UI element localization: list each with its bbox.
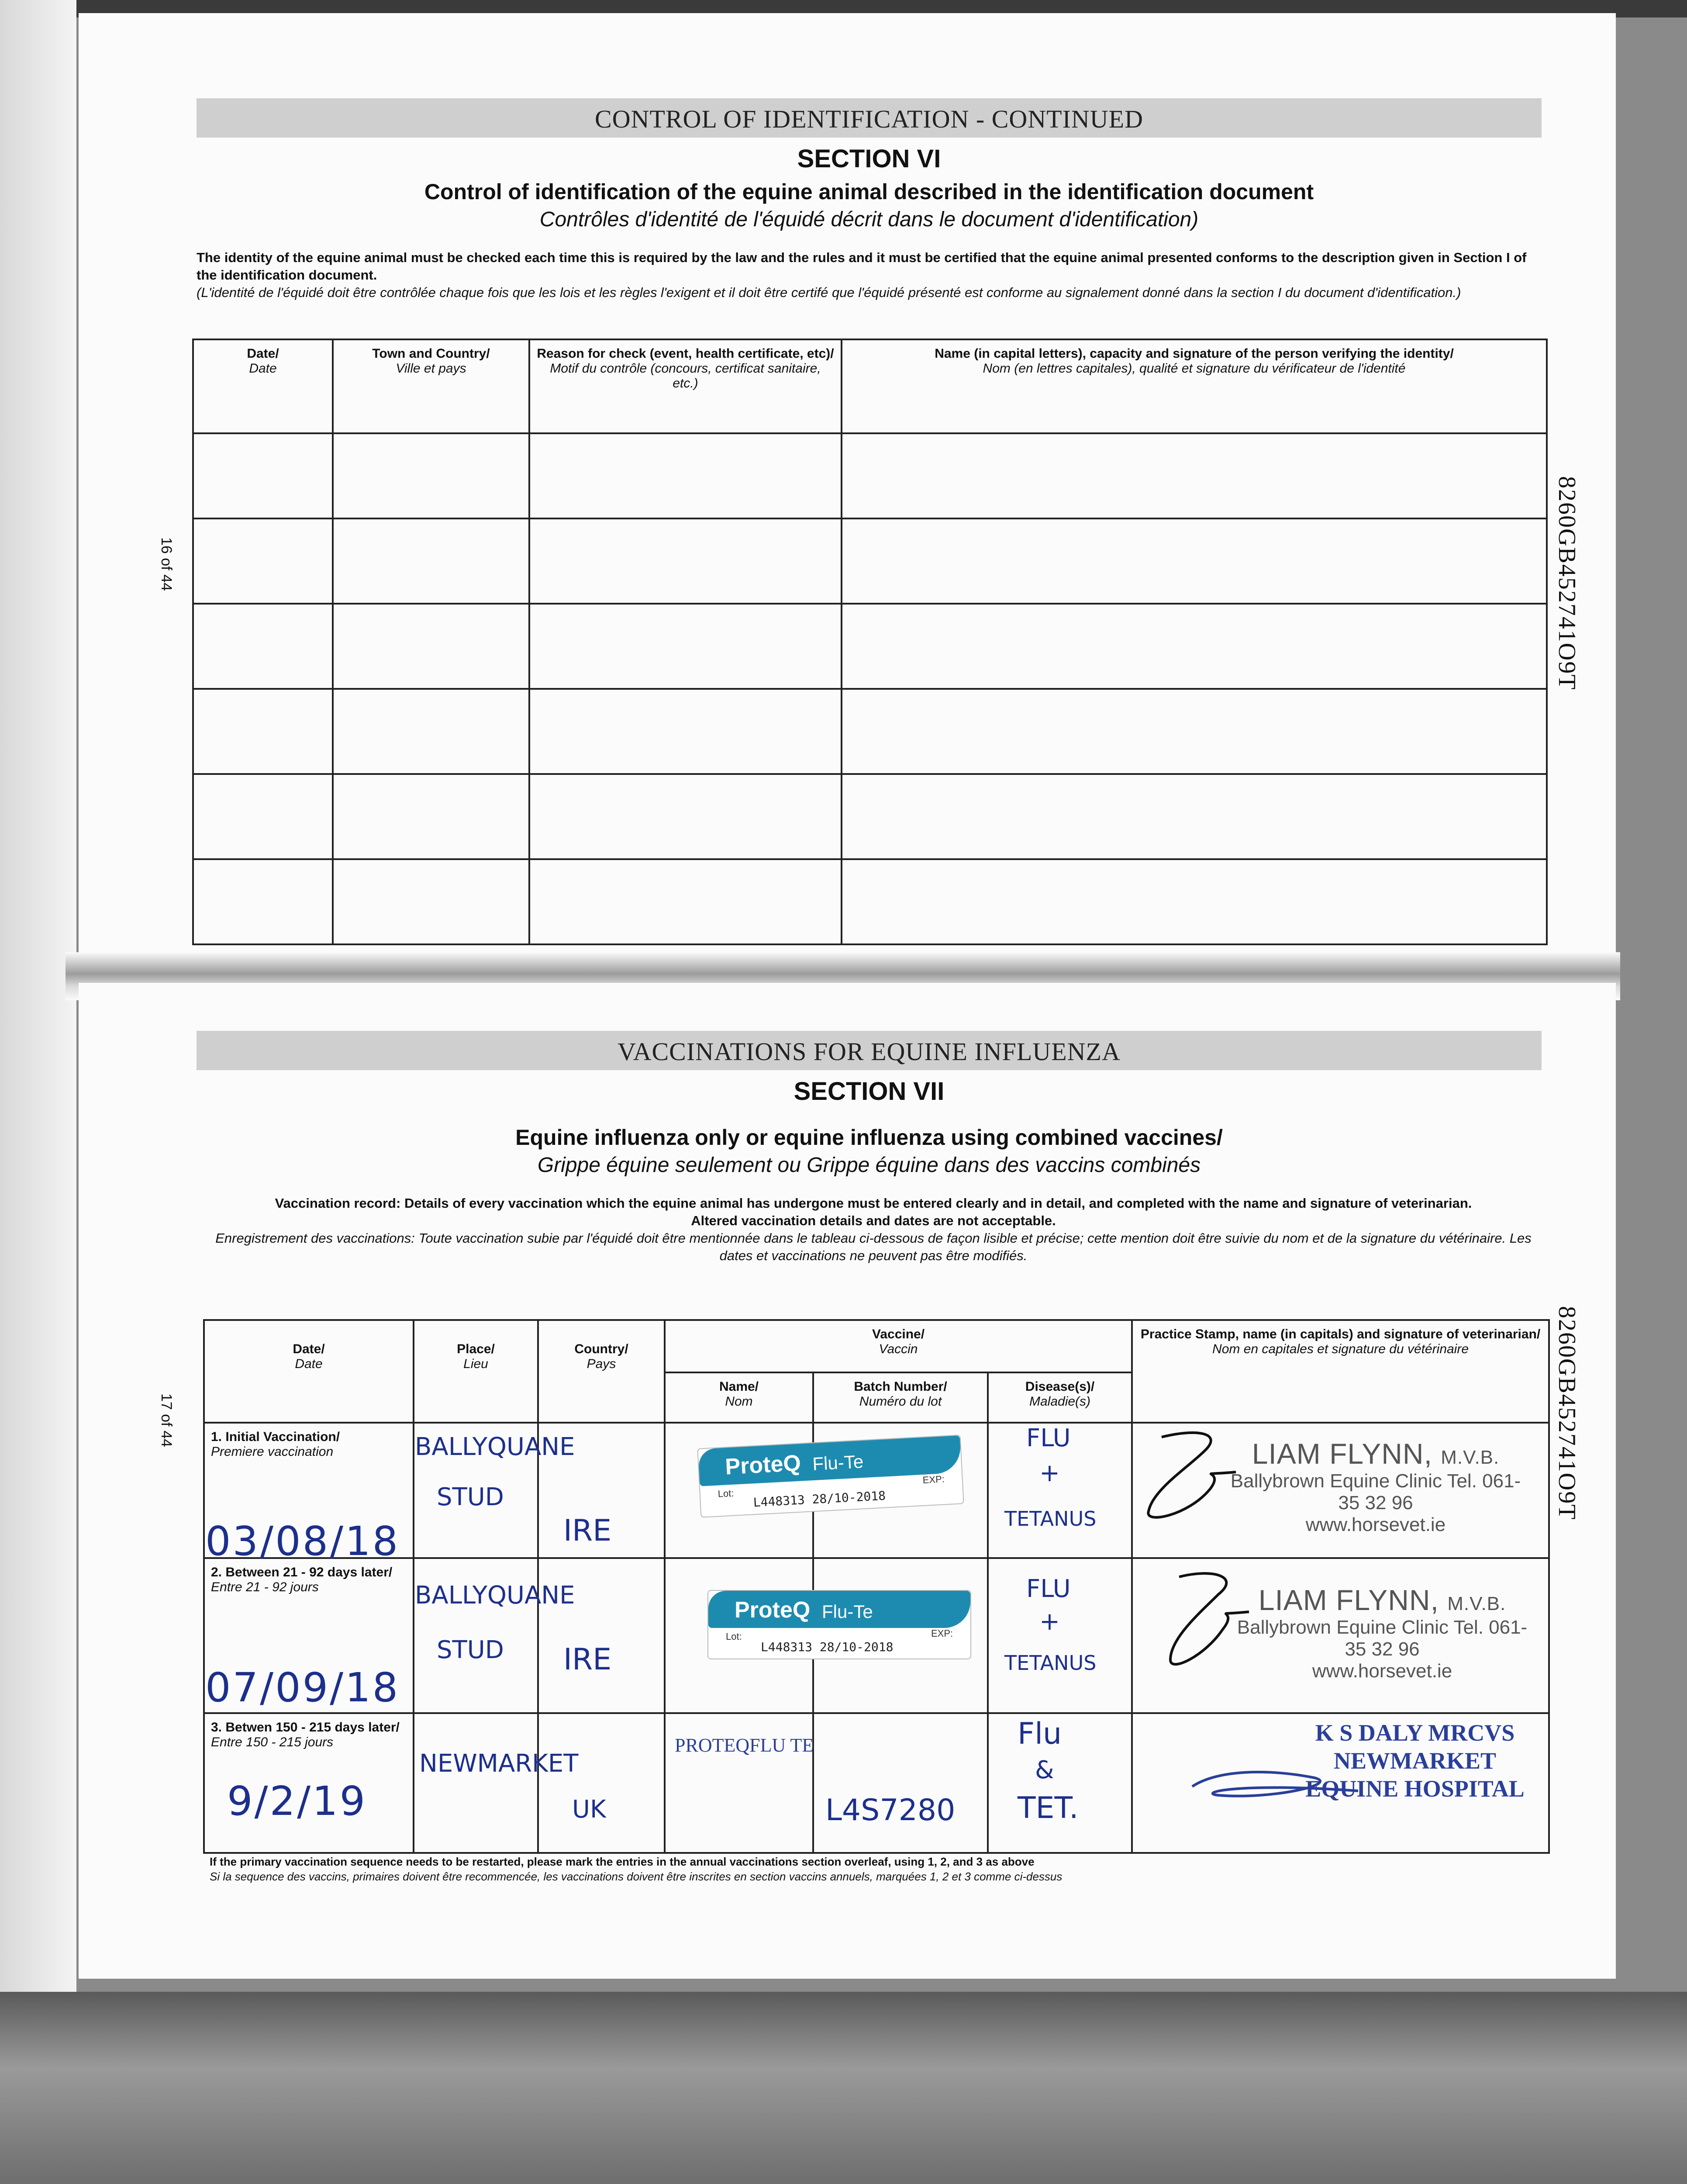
row-2-disease-1: FLU: [1026, 1575, 1071, 1603]
vaccination-record-note: [205, 1195, 1542, 1265]
table-row: [193, 689, 1547, 774]
row-1-vaccine-sticker: [697, 1434, 964, 1517]
scan-edge-left: [0, 0, 76, 2184]
row-3-country: UK: [572, 1795, 606, 1824]
footnote-fr: Si la sequence des vaccins, primaires doivent être recommencée, les vaccinations doivent être inscrites en section vaccins annuels, marquées 1, 2 et 3 comme ci-dessus: [210, 1870, 1063, 1883]
row-2-label: 2. Between 21 - 92 days later/ Entre 21 - 92 jours: [204, 1558, 414, 1713]
col-place-header: Place/ Lieu: [414, 1320, 538, 1423]
section-vii-banner: VACCINATIONS FOR EQUINE INFLUENZA: [197, 1031, 1542, 1070]
row-1-country: IRE: [563, 1514, 612, 1548]
row-1-disease-3: TETANUS: [1004, 1507, 1097, 1531]
sticker-product: Flu-Te: [812, 1451, 864, 1475]
page-section-vi: [79, 13, 1616, 965]
row-1-place-line2: STUD: [437, 1483, 504, 1511]
row-1-place-line1: BALLYQUANE: [415, 1433, 575, 1461]
col-reason-header: Reason for check (event, health certificate, etc)/ Motif du contrôle (concours, certificat sanitaire, etc.): [529, 339, 842, 433]
sticker-product: Flu-Te: [822, 1601, 873, 1622]
table-row: [193, 433, 1547, 518]
col-vaccine-header: Vaccine/ Vaccin: [665, 1320, 1132, 1372]
page-number-bottom: 17 of 44: [158, 1393, 175, 1447]
row-1-practice-stamp: [1223, 1437, 1528, 1536]
row-2-date: 07/09/18: [205, 1664, 400, 1711]
row-1-label: 1. Initial Vaccination/ Premiere vaccination: [204, 1423, 414, 1558]
row-2-place-line2: STUD: [437, 1636, 504, 1664]
row-3-date: 9/2/19: [227, 1778, 367, 1825]
row-3-batch: L4S7280: [825, 1793, 956, 1828]
sticker-exp-label: EXP:: [931, 1628, 953, 1639]
sticker-lot-label: Lot:: [718, 1487, 735, 1500]
identifier-top: 8260GB452741O9T: [1553, 476, 1580, 691]
sticker-values: L448313 28/10-2018: [753, 1488, 886, 1510]
row-2-disease-2: +: [1039, 1607, 1060, 1636]
identifier-bottom: 8260GB452741O9T: [1553, 1306, 1580, 1521]
sticker-values: L448313 28/10-2018: [761, 1640, 894, 1654]
record-label: Vaccination record:: [275, 1196, 401, 1211]
col-practice-header: Practice Stamp, name (in capitals) and signature of veterinarian/ Nom en capitales et signature du vétérinaire: [1132, 1320, 1549, 1423]
row-3-disease-2: &: [1035, 1756, 1054, 1784]
row-3-vaccine-name: PROTEQFLU TE: [675, 1735, 814, 1756]
row-2-vaccine-sticker: [707, 1590, 971, 1659]
stamp-name: LIAM FLYNN,: [1258, 1584, 1439, 1616]
row-3-label: 3. Betwen 150 - 215 days later/ Entre 150 - 215 jours: [204, 1713, 414, 1853]
stamp-line-1: K S DALY MRCVS: [1315, 1720, 1515, 1746]
section-vi-heading-fr: Contrôles d'identité de l'équidé décrit dans le document d'identification): [539, 208, 1199, 231]
identity-check-table: [192, 339, 1548, 945]
col-name-header: Name/ Nom: [665, 1372, 813, 1423]
page-number-top: 16 of 44: [158, 537, 175, 591]
table-row: [193, 859, 1547, 944]
table-row: [193, 774, 1547, 859]
row-2-disease-3: TETANUS: [1004, 1651, 1097, 1675]
row-3-place: NEWMARKET: [419, 1749, 579, 1778]
row-1-date: 03/08/18: [205, 1518, 400, 1565]
col-date-header: Date/ Date: [204, 1320, 414, 1423]
table-row: [193, 518, 1547, 604]
stamp-line-2: NEWMARKET: [1333, 1748, 1496, 1774]
section-vi-title: SECTION VI: [797, 145, 941, 173]
sticker-brand: ProteQ: [724, 1450, 802, 1480]
col-town-header: Town and Country/ Ville et pays: [333, 339, 529, 433]
stamp-web: www.horsevet.ie: [1312, 1660, 1452, 1682]
col-date-header: Date/ Date: [193, 339, 333, 433]
section-vii-title: SECTION VII: [793, 1077, 945, 1106]
stamp-clinic: Ballybrown Equine Clinic Tel. 061-35 32 96: [1230, 1470, 1521, 1514]
record-text: Details of every vaccination which the equine animal has undergone must be entered clearly and in detail, and completed with the name and signature of veterinarian.: [404, 1196, 1472, 1211]
section-vi-instruction: [197, 249, 1542, 301]
row-3-disease-1: Flu: [1018, 1717, 1062, 1751]
scan-edge-bottom: [0, 1992, 1687, 2184]
record-altered: Altered vaccination details and dates are not acceptable.: [691, 1213, 1056, 1228]
row-2-country: IRE: [563, 1642, 612, 1677]
table-row: [193, 604, 1547, 689]
stamp-title: M.V.B.: [1441, 1447, 1500, 1468]
section-vi-banner: CONTROL OF IDENTIFICATION - CONTINUED: [197, 98, 1542, 138]
stamp-clinic: Ballybrown Equine Clinic Tel. 061-35 32 96: [1237, 1617, 1528, 1660]
row-1-disease-2: +: [1039, 1459, 1060, 1487]
record-fr: Enregistrement des vaccinations: Toute vaccination subie par l'équidé doit être mentionnée dans le tableau ci-dessous de façon lisible et précise; cette mention doit être suivie du nom et de la signature du vétérinaire. Les dates et vaccinations ne peuvent pas être modifiés.: [215, 1230, 1532, 1263]
section-vii-heading: Equine influenza only or equine influenza using combined vaccines/: [515, 1125, 1223, 1150]
row-2-practice-stamp: [1232, 1583, 1533, 1682]
section-vi-instruction-fr: (L'identité de l'équidé doit être contrôlée chaque fois que les lois et les règles l'exigent et il doit être certifé que l'équidé présenté est conforme au signalement donné dans la section I du document d'identification.): [197, 285, 1461, 300]
col-disease-header: Disease(s)/ Maladie(s): [988, 1372, 1132, 1423]
col-batch-header: Batch Number/ Numéro du lot: [813, 1372, 988, 1423]
row-1-disease-1: FLU: [1026, 1424, 1071, 1452]
stamp-line-3: EQUINE HOSPITAL: [1305, 1776, 1525, 1802]
stamp-name: LIAM FLYNN,: [1252, 1438, 1432, 1470]
sticker-lot-label: Lot:: [726, 1631, 742, 1642]
section-vii-heading-fr: Grippe équine seulement ou Grippe équine dans des vaccins combinés: [537, 1154, 1201, 1177]
row-2-place-line1: BALLYQUANE: [415, 1581, 575, 1610]
stamp-title: M.V.B.: [1447, 1593, 1506, 1614]
page-section-vii: [79, 983, 1616, 1979]
col-verifier-header: Name (in capital letters), capacity and signature of the person verifying the identity/ Nom (en lettres capitales), qualité et signature du vérificateur de l'identité: [842, 339, 1547, 433]
section-vi-heading: Control of identification of the equine animal described in the identification document: [424, 180, 1314, 204]
stamp-web: www.horsevet.ie: [1305, 1514, 1446, 1535]
section-vi-instruction-en: The identity of the equine animal must be checked each time this is required by the law and the rules and it must be certified that the equine animal presented conforms to the description given in Section I of the identification document.: [197, 250, 1527, 283]
footnote: [210, 1854, 1546, 1884]
sticker-exp-label: EXP:: [922, 1473, 945, 1486]
sticker-brand: ProteQ: [735, 1597, 811, 1623]
col-country-header: Country/ Pays: [538, 1320, 665, 1423]
row-3-disease-3: TET.: [1018, 1791, 1079, 1825]
row-3-signature-icon: [1183, 1760, 1367, 1813]
footnote-en: If the primary vaccination sequence needs to be restarted, please mark the entries in the annual vaccinations section overleaf, using 1, 2, and 3 as above: [210, 1855, 1035, 1868]
